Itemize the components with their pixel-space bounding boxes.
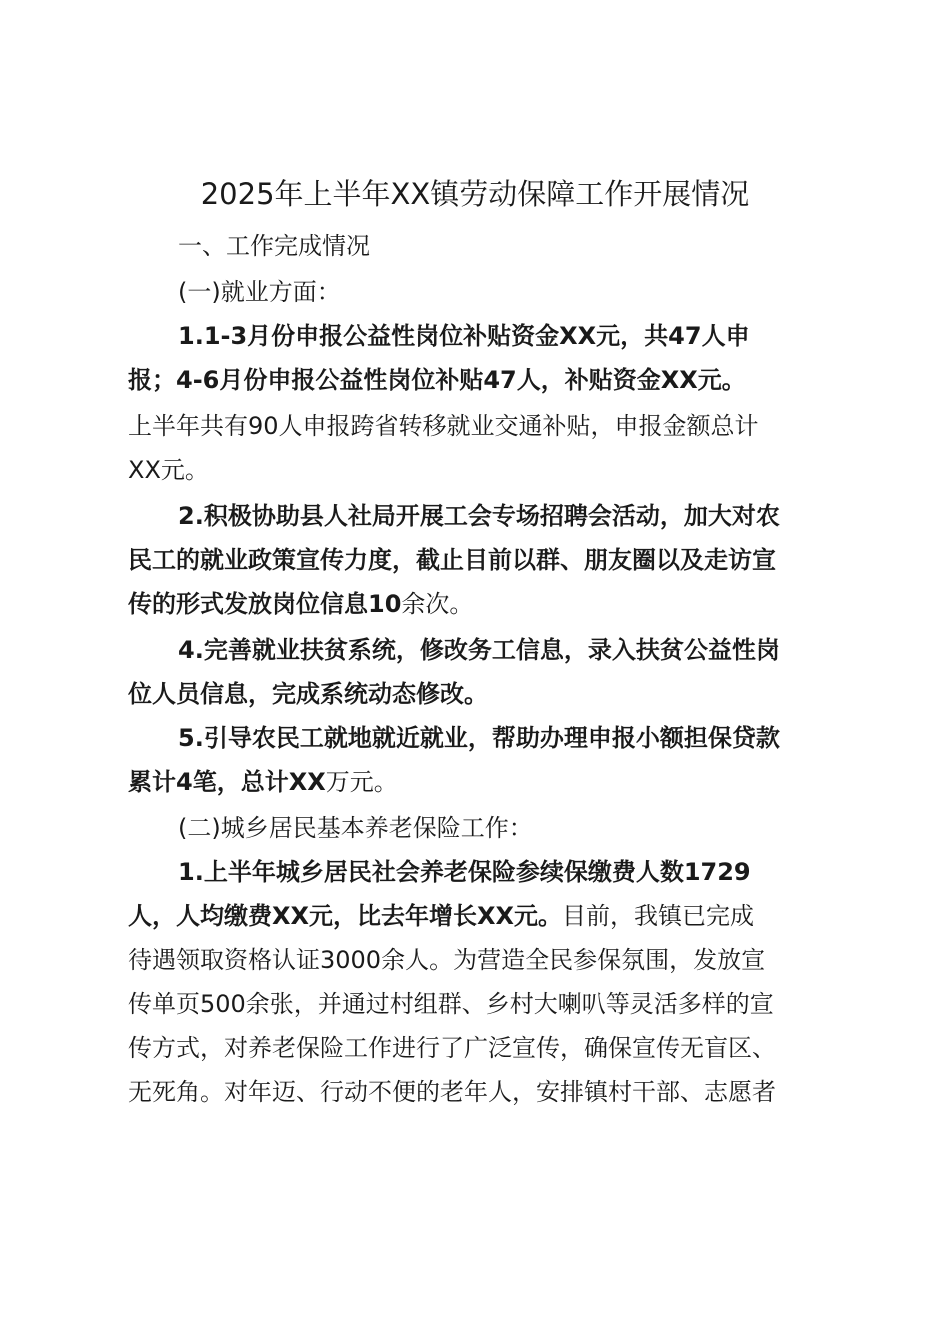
paragraph-line <box>128 1074 776 1110</box>
bold-text-segment: 人，人均缴费XX元，比去年增长XX元。 <box>128 902 563 930</box>
paragraph-line <box>128 408 759 444</box>
text-segment: 待遇领取资格认证3000余人。为营造全民参保氛围，发放宣 <box>128 946 766 974</box>
text-segment: 余次。 <box>401 590 474 618</box>
text-segment: 一、工作完成情况 <box>178 232 370 260</box>
text-segment: 上半年共有90人申报跨省转移就业交通补贴，申报金额总计 <box>128 412 759 440</box>
paragraph-line <box>128 676 488 712</box>
bold-text-segment: 5.引导农民工就地就近就业，帮助办理申报小额担保贷款 <box>178 724 780 752</box>
paragraph-line <box>178 810 533 846</box>
bold-text-segment: 2.积极协助县人社局开展工会专场招聘会活动，加大对农 <box>178 502 780 530</box>
text-segment: (二)城乡居民基本养老保险工作： <box>178 814 533 842</box>
bold-text-segment: 累计4笔，总计XX <box>128 768 326 796</box>
paragraph-line <box>178 318 750 354</box>
text-segment: (一)就业方面： <box>178 278 341 306</box>
paragraph-line <box>178 274 341 310</box>
text-segment: 目前，我镇已完成 <box>562 902 755 930</box>
bold-text-segment: 报；4-6月份申报公益性岗位补贴47人，补贴资金XX元。 <box>128 366 746 394</box>
paragraph-line <box>128 586 473 622</box>
bold-text-segment: 位人员信息，完成系统动态修改。 <box>128 680 488 708</box>
paragraph-line <box>178 498 780 534</box>
paragraph-line <box>128 542 776 578</box>
text-segment: 传方式，对养老保险工作进行了广泛宣传，确保宣传无盲区、 <box>128 1034 776 1062</box>
bold-text-segment: 民工的就业政策宣传力度，截止目前以群、朋友圈以及走访宣 <box>128 546 776 574</box>
paragraph-line <box>178 632 780 668</box>
paragraph-line <box>128 898 754 934</box>
text-segment: 传单页500余张，并通过村组群、乡村大喇叭等灵活多样的宣 <box>128 990 774 1018</box>
paragraph-line <box>128 362 746 398</box>
bold-text-segment: 传的形式发放岗位信息10 <box>128 590 402 618</box>
paragraph-line <box>128 1030 776 1066</box>
paragraph-line <box>178 854 751 890</box>
paragraph-line <box>128 764 398 800</box>
paragraph-line <box>178 720 780 756</box>
text-segment: 无死角。对年迈、行动不便的老年人，安排镇村干部、志愿者 <box>128 1078 776 1106</box>
bold-text-segment: 4.完善就业扶贫系统，修改务工信息，录入扶贫公益性岗 <box>178 636 780 664</box>
paragraph-line <box>128 942 765 978</box>
text-segment: 万元。 <box>325 768 398 796</box>
paragraph-line <box>178 228 370 264</box>
bold-text-segment: 1.1-3月份申报公益性岗位补贴资金XX元，共47人申 <box>178 322 750 350</box>
bold-text-segment: 1.上半年城乡居民社会养老保险参续保缴费人数1729 <box>178 858 751 886</box>
paragraph-line <box>128 986 774 1022</box>
document-title: 2025年上半年XX镇劳动保障工作开展情况 <box>200 177 750 211</box>
text-segment: XX元。 <box>128 456 209 484</box>
paragraph-line <box>128 452 209 488</box>
